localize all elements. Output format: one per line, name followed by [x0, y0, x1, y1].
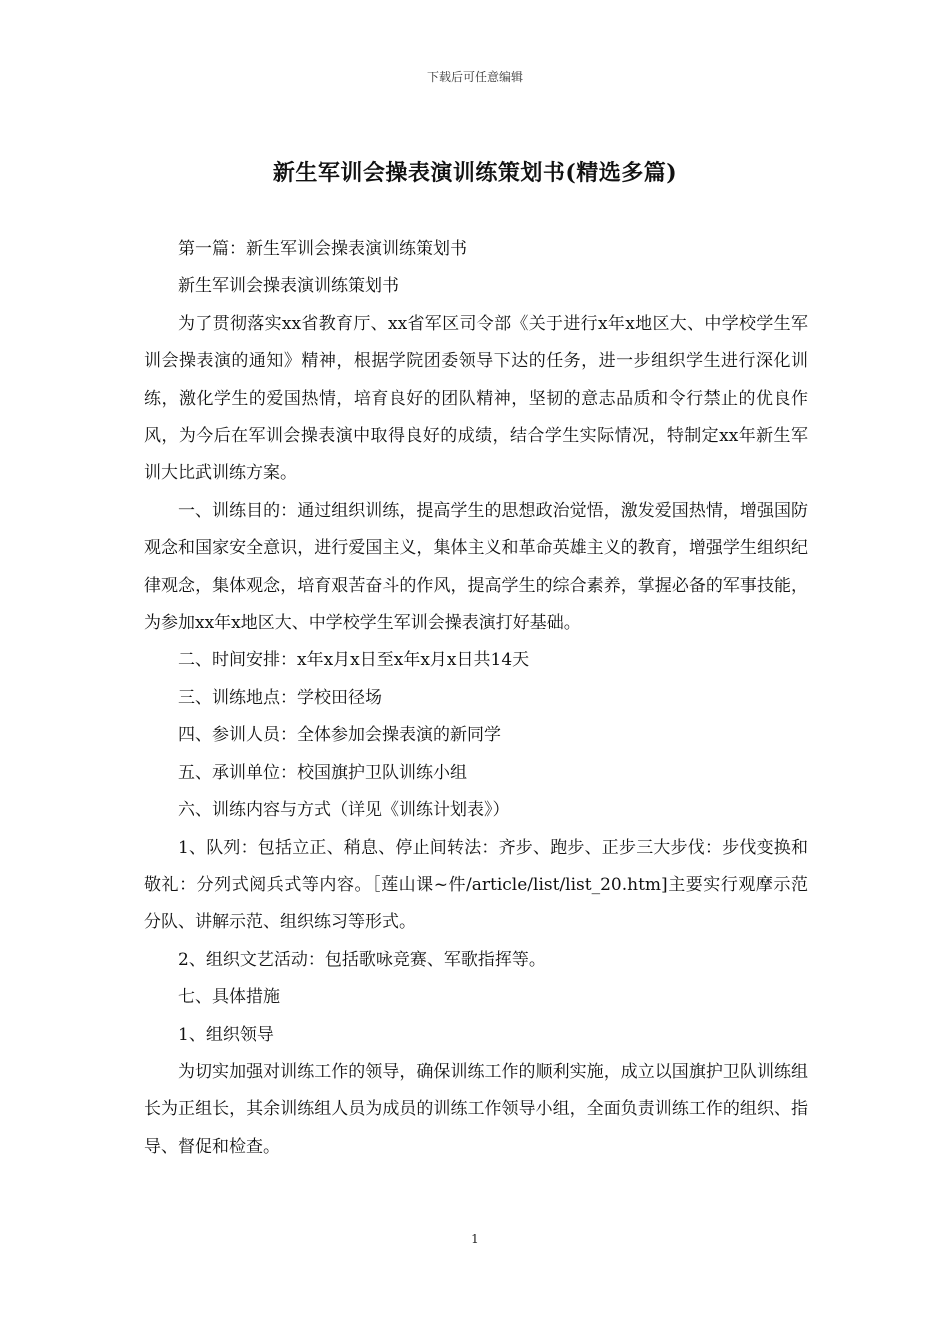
paragraph-leadership: 为切实加强对训练工作的领导，确保训练工作的顺利实施，成立以国旗护卫队训练组长为正组长，其余训练组人员为成员的训练工作领导小组，全面负责训练工作的组织、指导、督促和检查。 — [144, 1061, 808, 1157]
document-body — [144, 231, 808, 1166]
paragraph-purpose: 一、训练目的：通过组织训练，提高学生的思想政治觉悟，激发爱国热情，增强国防观念和国家安全意识，进行爱国主义，集体主义和革命英雄主义的教育，增强学生组织纪律观念，集体观念，培育艰苦奋斗的作风，提高学生的综合素养，掌握必备的军事技能，为参加xx年x地区大、中学校学生军训会操表演打好基础。 — [144, 500, 808, 634]
page-header-note: 下载后可任意编辑 — [426, 70, 523, 84]
paragraph-participants: 四、参训人员：全体参加会操表演的新同学 — [178, 725, 501, 746]
document-title: 新生军训会操表演训练策划书(精选多篇) — [272, 160, 678, 186]
paragraph-subtitle: 新生军训会操表演训练策划书 — [178, 276, 399, 297]
paragraph-activities: 2、组织文艺活动：包括歌咏竞赛、军歌指挥等。 — [178, 949, 546, 970]
paragraph-schedule: 二、时间安排：x年x月x日至x年x月x日共14天 — [178, 650, 530, 671]
paragraph-leadership-heading: 1、组织领导 — [178, 1024, 274, 1045]
paragraph-location: 三、训练地点：学校田径场 — [178, 687, 382, 708]
page-number: 1 — [471, 1232, 479, 1246]
paragraph-part-heading: 第一篇：新生军训会操表演训练策划书 — [178, 239, 467, 259]
paragraph-measures-heading: 七、具体措施 — [178, 987, 280, 1008]
paragraph-drill: 1、队列：包括立正、稍息、停止间转法：齐步、跑步、正步三大步伐：步伐变换和敬礼：分列式阅兵式等内容。［莲山课~件/article/list/list_20.htm]主要实行观摩示范分队、讲解示范、组织练习等形式。 — [144, 837, 808, 933]
paragraph-intro: 为了贯彻落实xx省教育厅、xx省军区司令部《关于进行x年x地区大、中学校学生军训会操表演的通知》精神，根据学院团委领导下达的任务，进一步组织学生进行深化训练，激化学生的爱国热情，培育良好的团队精神，坚韧的意志品质和令行禁止的优良作风，为今后在军训会操表演中取得良好的成绩，结合学生实际情况，特制定xx年新生军训大比武训练方案。 — [144, 313, 808, 484]
paragraph-organizer: 五、承训单位：校国旗护卫队训练小组 — [178, 762, 467, 783]
paragraph-content-heading: 六、训练内容与方式（详见《训练计划表》） — [178, 800, 510, 821]
